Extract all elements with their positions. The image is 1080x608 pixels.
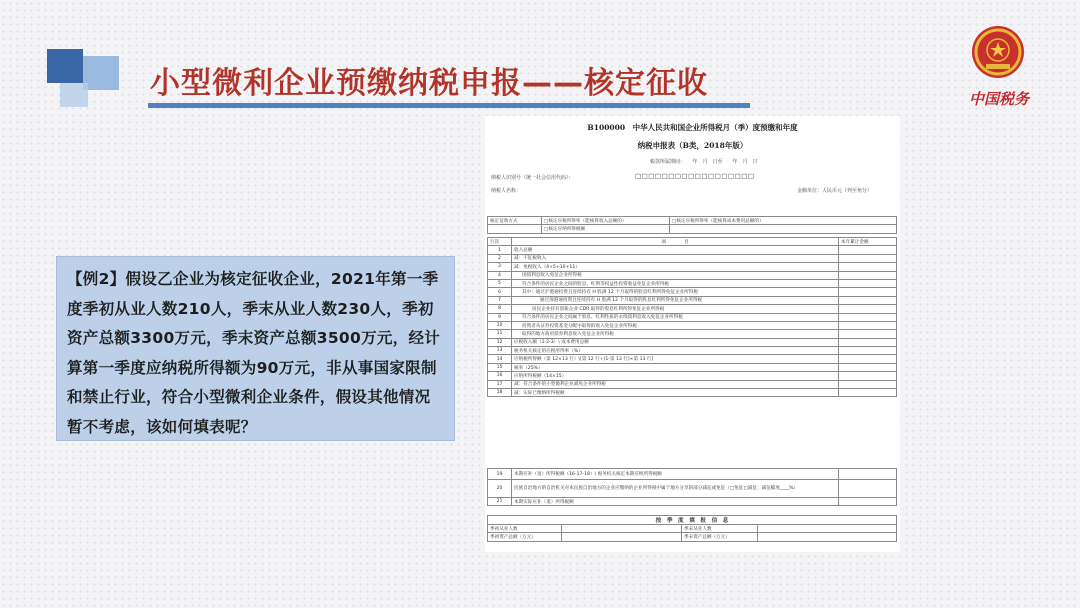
levy-option-1: □核定应税所得率（能核算收入总额的） (542, 217, 670, 225)
table-row: 3 减：免税收入（4+5+10+11） (488, 263, 897, 271)
tax-form-document (485, 116, 900, 552)
table-row: 12 应税收入额（1-2-3）\ 成本费用总额 (488, 338, 897, 346)
init-assets-label: 季初资产总额（万元） (488, 533, 562, 541)
table-row: 15 税率（25%） (488, 363, 897, 371)
levy-option-2: □核定应税所得率（能核算成本费用总额的） (670, 217, 897, 225)
table-row: 7 通过深港通投资且连续持有 H 股满 12 个月取得的股息红利所得免征企业所得税 (488, 296, 897, 304)
form-code-title: B100000 中华人民共和国企业所得税月（季）度预缴和年度 (587, 123, 798, 132)
quarterly-info-table (487, 515, 897, 542)
table-row: 1 收入总额 (488, 246, 897, 254)
form-subtitle: 纳税申报表（B类，2018年版） (637, 141, 748, 150)
table-row: 16 应纳所得税额（14×15） (488, 372, 897, 380)
example-text: 【例2】假设乙企业为核定征收企业，2021年第一季度季初从业人数210人，季末从业人数230人，季初资产总额3300万元，季末资产总额3500万元，经计算第一季度应纳税所得额为90万元，非从事国家限制和禁止行业，符合小型微利企业条件，假设其他情况暂不考虑，该如何填表呢？ (67, 270, 441, 436)
brand-logo: 中国税务 (969, 90, 1030, 108)
taxpayer-name-label: 纳税人名称： (491, 188, 522, 194)
table-row: 9 符合条件的居民企业之间属于股息、红利性质的永续债利息收入免征企业所得税 (488, 313, 897, 321)
form-table-lower (487, 468, 897, 506)
table-row: 21 本期实际应补（退）所得税额 (488, 498, 897, 506)
table-row: 13 税务机关核定的应税所得率（%） (488, 347, 897, 355)
decor-square-light (83, 56, 119, 90)
quarterly-section-title: 按 季 度 填 报 信 息 (488, 516, 897, 525)
national-emblem-icon (968, 22, 1028, 82)
title-underline (148, 103, 750, 108)
end-assets-label: 季末资产总额（万元） (682, 533, 758, 541)
unit-note: 金额单位：人民币元（列至角分） (797, 188, 873, 194)
table-row: 20 民族自治地方的自治机关对本民族自治地方的企业应缴纳的企业所得税中属于地方分享的部分减征或免征（□免征□减征：减征幅度____%） (488, 480, 897, 498)
taxpayer-id-boxes: □□□□□□□□□□□□□□□□□□ (635, 172, 755, 180)
taxpayer-id-label: 纳税人识别号（统一社会信用代码）： (491, 175, 574, 181)
table-header: 行次 项 目 本年累计金额 (488, 238, 897, 246)
table-row: 8 居民企业持有创新企业 CDR 取得的股息红利所得免征企业所得税 (488, 305, 897, 313)
table-row: 10 投资者从证券投资基金分配中取得的收入免征企业所得税 (488, 321, 897, 329)
table-row: 5 符合条件的居民企业之间的股息、红利等权益性投资收益免征企业所得税 (488, 279, 897, 287)
table-row: 14 应纳税所得额（第 12×13 行）\[第 12 行÷(1-第 13 行)×第 13 行] (488, 355, 897, 363)
levy-method-table (487, 216, 897, 234)
end-staff-label: 季末从业人数 (682, 525, 758, 533)
levy-method-label: 核定征收方式 (488, 217, 542, 225)
levy-option-3: □核定应纳所得税额 (542, 225, 670, 233)
example-box (56, 256, 455, 441)
table-row: 6 其中：通过沪港通投资且连续持有 H 股满 12 个月取得的股息红利所得免征企业所得税 (488, 288, 897, 296)
table-row: 2 减：不征税收入 (488, 254, 897, 262)
decor-square-dark (47, 49, 83, 83)
table-row: 11 取得的地方政府债券利息收入免征企业所得税 (488, 330, 897, 338)
table-row: 4 国债利息收入免征企业所得税 (488, 271, 897, 279)
slide-title: 小型微利企业预缴纳税申报——核定征收 (150, 66, 708, 101)
main-form-table (487, 237, 897, 397)
table-row: 18 减：实际已缴纳所得税额 (488, 389, 897, 397)
init-staff-label: 季初从业人数 (488, 525, 562, 533)
table-row: 19 本期应补（退）所得税额（16-17-18）\ 税务机关核定本期应纳所得税额 (488, 469, 897, 480)
form-period: 税款所属期间： 年 月 日至 年 月 日 (650, 159, 758, 165)
decor-square-pale (60, 83, 88, 107)
table-row: 17 减：符合条件的小型微利企业减免企业所得税 (488, 380, 897, 388)
